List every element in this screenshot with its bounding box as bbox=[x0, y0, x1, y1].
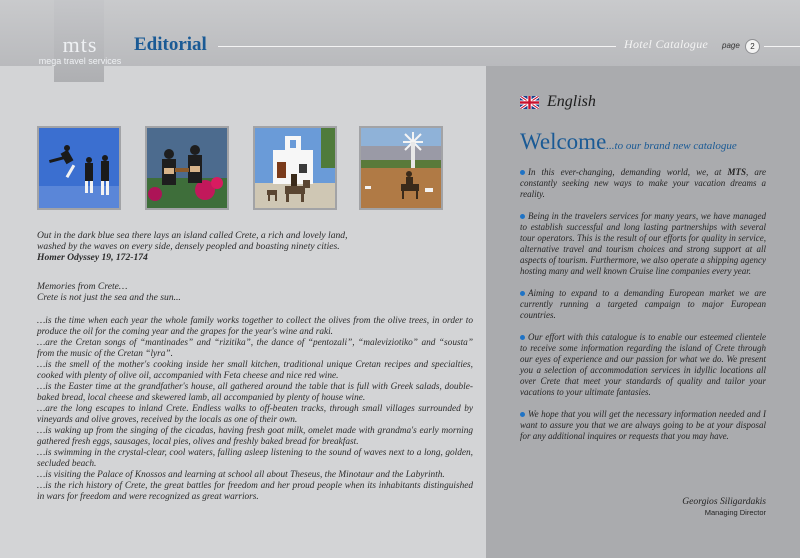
welcome-paragraph: In this ever-changing, demanding world, we, at MTS, are constantly seeking new ways to make your vacation dreams a reality. bbox=[520, 167, 766, 199]
page-number-badge: 2 bbox=[745, 39, 760, 54]
crete-story bbox=[37, 316, 473, 503]
memories-heading bbox=[37, 281, 477, 303]
story-paragraph: …is waking up from the singing of the cicadas, having fresh goat milk, omelet made with grandma's early morning gathered fresh eggs, sausages, local pies, olives and freshly baked bread for breakfast. bbox=[37, 426, 473, 447]
homer-quote bbox=[37, 230, 477, 263]
story-paragraph: …is visiting the Palace of Knossos and learning at school all about Theseus, the Minotaur and the Labyrinth. bbox=[37, 470, 445, 480]
welcome-heading bbox=[520, 129, 737, 155]
story-paragraph: …is the rich history of Crete, the great battles for freedom and her proud people when its inhabitants distinguished in wars for freedom and were recognized as great warriors. bbox=[37, 481, 473, 502]
signature-name: Georgios Siligardakis bbox=[682, 496, 766, 507]
welcome-paragraph: Being in the travelers services for many years, we have managed to establish successful and long lasting partnerships with several tour operators. This is the result of our efforts for quality in service, alternative travel and tourism choices and strong support at all aspects of tourism. Furthermore, we also operate a shipping agency hosting many and well known Cruise line companies every year. bbox=[520, 211, 766, 276]
story-paragraph: …is the Easter time at the grandfather's house, all gathered around the table that is full with Greek salads, double-baked bread, local cheese and skewered lamb, all accompanied by plenty of house wine. bbox=[37, 382, 473, 403]
story-paragraph: …is the time when each year the whole family works together to collect the olives from the olive trees, in order to produce the oil for the coming year and the grapes for the year's wine and raki. bbox=[37, 316, 473, 337]
logo-subtitle: mega travel services bbox=[38, 56, 122, 66]
section-title: Editorial bbox=[134, 34, 207, 55]
welcome-paragraph: Our effort with this catalogue is to enable our esteemed clientele to receive some information regarding the island of Crete through our eyes of experience and our passion for what we do. We present you a selection of accommodation services in idyllic locations all over Crete that meet your standards of quality and tailor your vacations to your ultimate fantasies. bbox=[520, 332, 766, 397]
right-column bbox=[486, 66, 800, 558]
quote-line: Out in the dark blue sea there lays an island called Crete, a rich and lovely land, bbox=[37, 230, 348, 241]
header-rule bbox=[218, 46, 616, 47]
quote-line: washed by the waves on every side, densely peopled and boasting ninety cities. bbox=[37, 241, 340, 252]
story-paragraph: …are the long escapes to inland Crete. Endless walks to off-beaten tracks, through small villages surrounded by vineyards and olive groves, received by the locals as one of their own. bbox=[37, 404, 473, 425]
story-paragraph: …are the Cretan songs of “mantinades” and “rizitika”, the dance of “pentozali”, “maleviziotiko” and “sousta” from the music of the Cretan “lyra”. bbox=[37, 338, 473, 359]
memories-line: Memories from Crete… bbox=[37, 281, 128, 292]
memories-line: Crete is not just the sea and the sun... bbox=[37, 292, 181, 303]
dancers-photo bbox=[37, 126, 121, 210]
bullet-icon bbox=[520, 214, 525, 219]
brand-name: MTS bbox=[727, 167, 747, 177]
musicians-photo bbox=[145, 126, 229, 210]
bullet-icon bbox=[520, 291, 525, 296]
uk-flag-icon bbox=[520, 96, 539, 109]
bullet-icon bbox=[520, 412, 525, 417]
welcome-paragraph: We hope that you will get the necessary information needed and I want to assure you that we are always going to be at your disposal for any additional inquires or requests that you may have. bbox=[520, 409, 766, 441]
windmills-photo bbox=[359, 126, 443, 210]
page-label: page bbox=[722, 41, 740, 50]
language-label: English bbox=[547, 93, 596, 110]
header-rule-end bbox=[764, 46, 800, 47]
bullet-icon bbox=[520, 170, 525, 175]
logo-mark: mts bbox=[62, 32, 98, 57]
bullet-icon bbox=[520, 335, 525, 340]
white-chapel-photo bbox=[253, 126, 337, 210]
welcome-body bbox=[520, 167, 766, 453]
welcome-tagline: ...to our brand new catalogue bbox=[606, 140, 737, 152]
welcome-paragraph: Aiming to expand to a demanding European market we are currently running a targeted campaign to major European countries. bbox=[520, 288, 766, 320]
mts-logo bbox=[34, 34, 126, 67]
catalogue-label: Hotel Catalogue bbox=[624, 37, 709, 51]
signature-block bbox=[646, 496, 766, 518]
signature-role: Managing Director bbox=[704, 508, 766, 517]
left-column bbox=[0, 66, 486, 558]
story-paragraph: …is the smell of the mother's cooking inside her small kitchen, traditional unique Cretan recipes and specialties, cooked with plenty of olive oil, accompanied with Feta cheese and nice red wine. bbox=[37, 360, 473, 381]
welcome-word: Welcome bbox=[520, 129, 607, 154]
quote-reference: Homer Odyssey 19, 172-174 bbox=[37, 252, 148, 263]
story-paragraph: …is swimming in the crystal-clear, cool waters, falling asleep listening to the sound of waves next to a long, golden, secluded beach. bbox=[37, 448, 473, 469]
